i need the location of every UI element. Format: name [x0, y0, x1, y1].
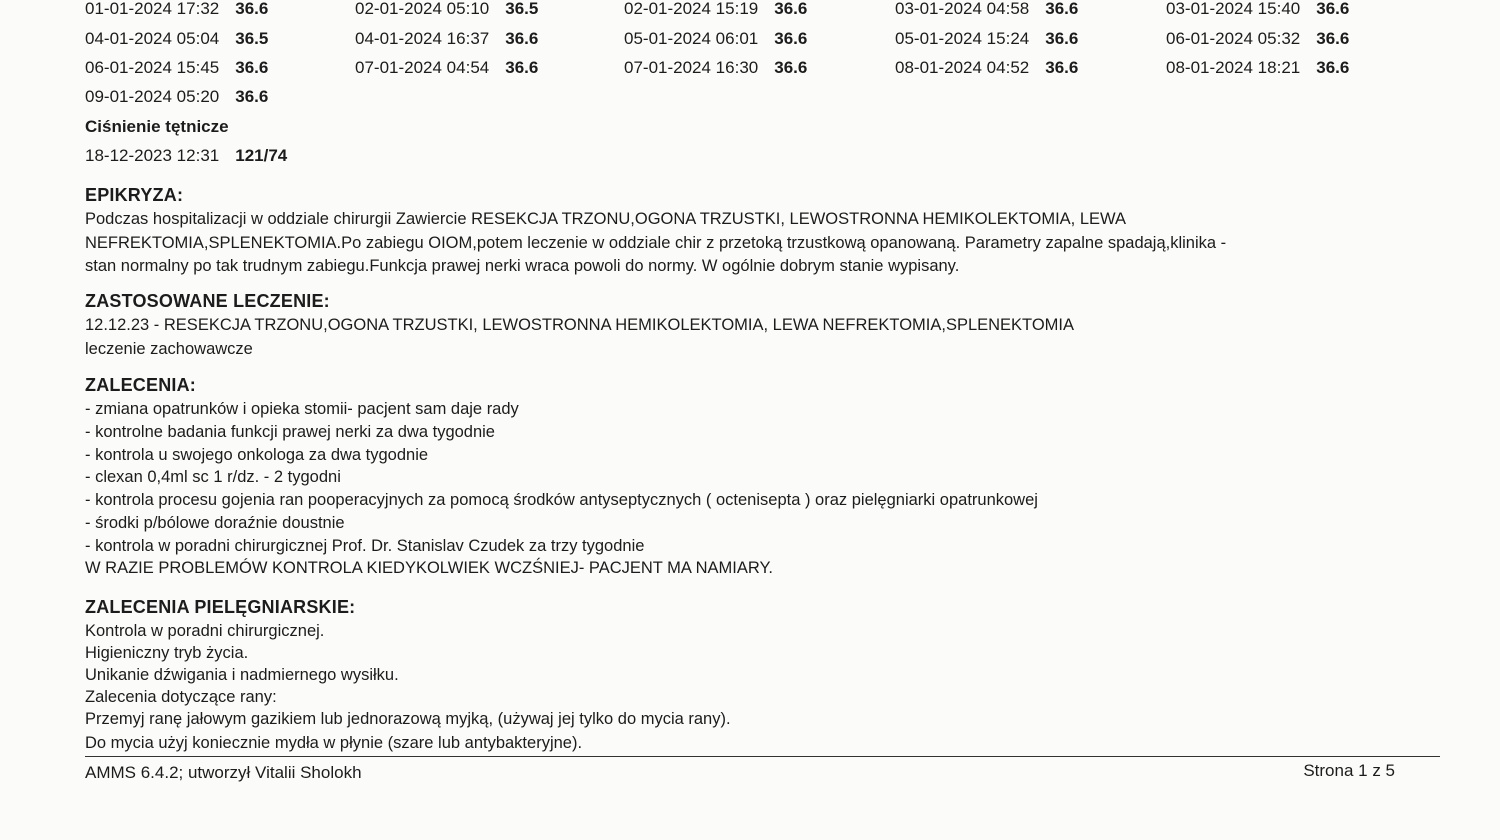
leczenie-line: 12.12.23 - RESEKCJA TRZONU,OGONA TRZUSTKI, LEWOSTRONNA HEMIKOLEKTOMIA, LEWA NEFREKTOMIA,SPLENEKTOMIA — [85, 316, 1075, 334]
temperature-entry — [895, 0, 1078, 20]
temperature-date: 03-01-2024 04:58 — [895, 0, 1030, 18]
temperature-value: 36.6 — [774, 58, 808, 77]
blood-pressure-date: 18-12-2023 12:31 — [85, 146, 220, 165]
temperature-date: 09-01-2024 05:20 — [85, 87, 220, 106]
temperature-value: 36.6 — [1045, 29, 1079, 48]
temperature-date: 03-01-2024 15:40 — [1166, 0, 1301, 18]
temperature-row — [85, 28, 1445, 50]
temperature-entry — [895, 57, 1078, 79]
leczenie-line: leczenie zachowawcze — [85, 340, 253, 358]
temperature-value: 36.6 — [235, 87, 269, 106]
blood-pressure-entry — [85, 145, 287, 167]
temperature-date: 02-01-2024 05:10 — [355, 0, 490, 18]
zalecenia-pielegniarskie-line: Unikanie dźwigania i nadmiernego wysiłku. — [85, 666, 399, 684]
temperature-date: 06-01-2024 05:32 — [1166, 29, 1301, 48]
temperature-row — [85, 0, 1445, 20]
temperature-entry — [85, 28, 268, 50]
temperature-entry — [624, 0, 807, 20]
temperature-entry — [355, 28, 538, 50]
temperature-entry — [85, 86, 268, 108]
temperature-value: 36.6 — [235, 0, 269, 18]
temperature-entry — [355, 0, 538, 20]
zalecenia-line: - zmiana opatrunków i opieka stomii- pacjent sam daje rady — [85, 400, 519, 418]
temperature-value: 36.6 — [1045, 58, 1079, 77]
footer-author: AMMS 6.4.2; utworzył Vitalii Sholokh — [85, 763, 362, 782]
temperature-date: 07-01-2024 16:30 — [624, 58, 759, 77]
blood-pressure-value: 121/74 — [235, 146, 288, 165]
temperature-value: 36.6 — [1316, 0, 1350, 18]
temperature-row — [85, 57, 1445, 79]
zalecenia-pielegniarskie-line: Przemyj ranę jałowym gazikiem lub jednorazową myjką, (używaj jej tylko do mycia rany). — [85, 710, 731, 728]
epikryza-line: Podczas hospitalizacji w oddziale chirurgii Zawiercie RESEKCJA TRZONU,OGONA TRZUSTKI, LEWOSTRONNA HEMIKOLEKTOMIA, LEWA — [85, 210, 1126, 228]
temperature-entry — [1166, 0, 1349, 20]
zalecenia-line: - kontrolne badania funkcji prawej nerki za dwa tygodnie — [85, 423, 495, 441]
zalecenia-pielegniarskie-line: Do mycia użyj koniecznie mydła w płynie (szare lub antybakteryjne). — [85, 734, 583, 752]
zalecenia-line: - kontrola w poradni chirurgicznej Prof. Dr. Stanislav Czudek za trzy tygodnie — [85, 537, 645, 555]
temperature-entry — [85, 57, 268, 79]
zalecenia-line: - środki p/bólowe doraźnie doustnie — [85, 514, 345, 532]
temperature-date: 08-01-2024 18:21 — [1166, 58, 1301, 77]
temperature-value: 36.6 — [505, 29, 539, 48]
temperature-date: 05-01-2024 06:01 — [624, 29, 759, 48]
page-number: Strona 1 z 5 — [1303, 761, 1395, 780]
zalecenia-line: W RAZIE PROBLEMÓW KONTROLA KIEDYKOLWIEK WCZŚNIEJ- PACJENT MA NAMIARY. — [85, 559, 773, 577]
leczenie-heading: ZASTOSOWANE LECZENIE: — [85, 291, 330, 311]
temperature-date: 01-01-2024 17:32 — [85, 0, 220, 18]
temperature-value: 36.6 — [1316, 58, 1350, 77]
temperature-date: 08-01-2024 04:52 — [895, 58, 1030, 77]
temperature-date: 07-01-2024 04:54 — [355, 58, 490, 77]
epikryza-heading: EPIKRYZA: — [85, 185, 184, 205]
temperature-entry — [1166, 57, 1349, 79]
epikryza-line: NEFREKTOMIA,SPLENEKTOMIA.Po zabiegu OIOM,potem leczenie w oddziale chir z przetoką trzustkową opanowaną. Parametry zapalne spadają,klinika - — [85, 234, 1227, 252]
temperature-entry — [624, 57, 807, 79]
zalecenia-pielegniarskie-line: Kontrola w poradni chirurgicznej. — [85, 622, 325, 640]
zalecenia-line: - kontrola procesu gojenia ran pooperacyjnych za pomocą środków antyseptycznych ( octenisepta ) oraz pielęgniarki opatrunkowej — [85, 491, 1038, 509]
zalecenia-pielegniarskie-line: Higieniczny tryb życia. — [85, 644, 249, 662]
temperature-date: 04-01-2024 16:37 — [355, 29, 490, 48]
temperature-value: 36.6 — [774, 0, 808, 18]
temperature-date: 04-01-2024 05:04 — [85, 29, 220, 48]
temperature-value: 36.5 — [505, 0, 539, 18]
footer-divider — [85, 756, 1440, 757]
document-page — [85, 0, 1445, 840]
temperature-entry — [355, 57, 538, 79]
temperature-value: 36.6 — [505, 58, 539, 77]
temperature-value: 36.5 — [235, 29, 269, 48]
epikryza-line: stan normalny po tak trudnym zabiegu.Funkcja prawej nerki wraca powoli do normy. W ogólnie dobrym stanie wypisany. — [85, 257, 960, 275]
temperature-date: 02-01-2024 15:19 — [624, 0, 759, 18]
temperature-value: 36.6 — [1045, 0, 1079, 18]
temperature-value: 36.6 — [235, 58, 269, 77]
temperature-date: 06-01-2024 15:45 — [85, 58, 220, 77]
zalecenia-line: - kontrola u swojego onkologa za dwa tygodnie — [85, 446, 429, 464]
temperature-date: 05-01-2024 15:24 — [895, 29, 1030, 48]
temperature-readings — [85, 0, 1445, 112]
temperature-entry — [624, 28, 807, 50]
temperature-value: 36.6 — [774, 29, 808, 48]
temperature-entry — [85, 0, 268, 20]
blood-pressure-heading: Ciśnienie tętnicze — [85, 117, 229, 136]
temperature-row — [85, 86, 1445, 108]
temperature-entry — [895, 28, 1078, 50]
temperature-value: 36.6 — [1316, 29, 1350, 48]
zalecenia-pielegniarskie-line: Zalecenia dotyczące rany: — [85, 688, 277, 706]
temperature-entry — [1166, 28, 1349, 50]
zalecenia-pielegniarskie-heading: ZALECENIA PIELĘGNIARSKIE: — [85, 597, 356, 617]
zalecenia-heading: ZALECENIA: — [85, 375, 196, 395]
zalecenia-line: - clexan 0,4ml sc 1 r/dz. - 2 tygodni — [85, 468, 341, 486]
